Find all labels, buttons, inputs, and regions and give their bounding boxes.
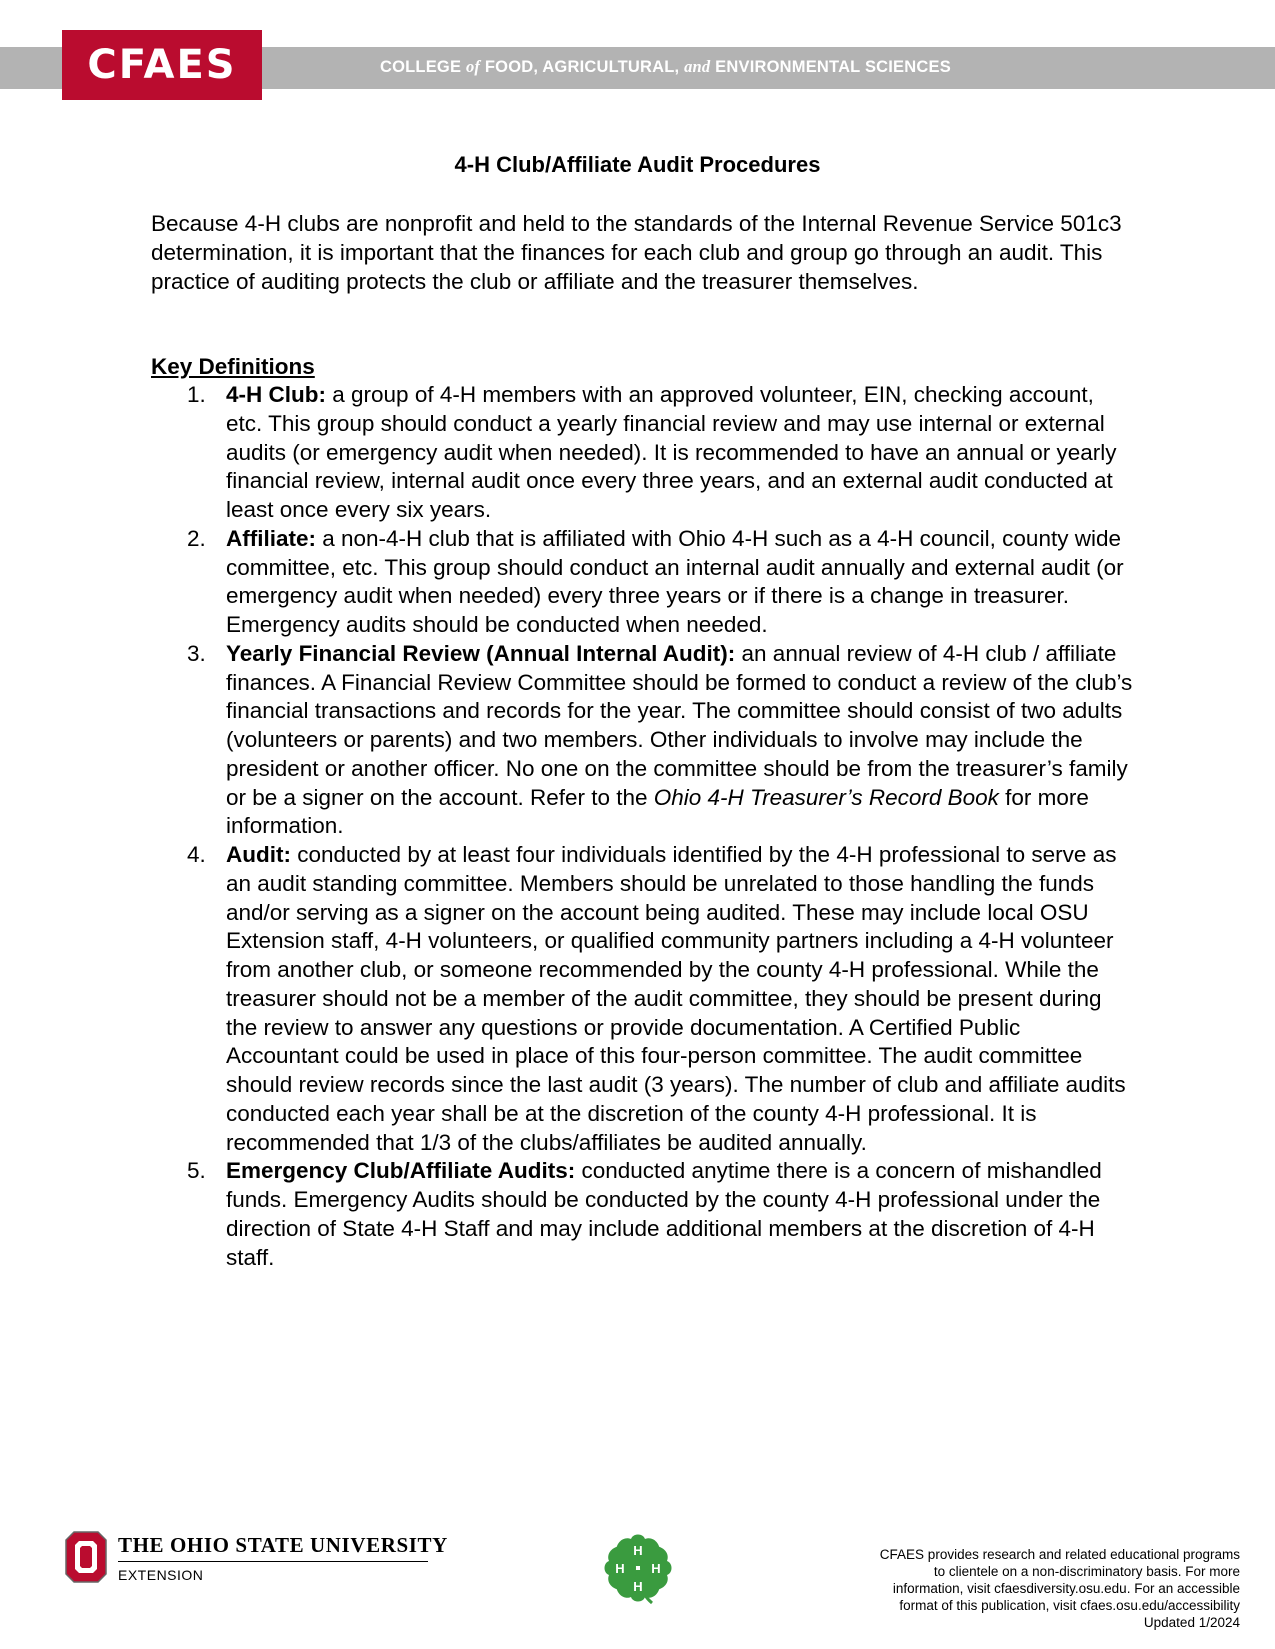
disclaimer-line: to clientele on a non-discriminatory basis. For more [933, 1564, 1240, 1579]
definition-term: Emergency Club/Affiliate Audits: [226, 1158, 576, 1184]
cfaes-logo-text: CFAES [87, 42, 237, 88]
osu-block-o-icon [64, 1530, 108, 1584]
definition-item-affiliate [151, 525, 1136, 640]
list-number: 2. [187, 525, 206, 551]
definition-text: conducted by at least four individuals identified by the 4-H professional to serve as an audit standing committee. Members should be unrelated to those handling the funds and/or serving as a signer on the account being audited. These may include local OSU Extension staff, 4-H volunteers, or qualified community partners including a 4-H volunteer from another club, or someone recommended by the county 4-H professional. While the treasurer should not be a member of the audit committee, they should be present during the review to answer any questions or provide documentation. A Certified Public Accountant could be used in place of this four-person committee. The audit committee should review records since the last audit (3 years). The number of club and affiliate audits conducted each year shall be at the discretion of the county 4-H professional. It is recommended that 1/3 of the clubs/affiliates be audited annually. [226, 842, 1126, 1155]
definition-term: Audit: [226, 842, 291, 867]
disclaimer [820, 1546, 1240, 1631]
osu-rule [118, 1561, 428, 1562]
4h-clover-icon [598, 1528, 678, 1608]
clover-letter: H [633, 1579, 643, 1594]
definition-text-after: for more information. [226, 784, 1089, 839]
definition-item-4h-club [151, 381, 1136, 525]
disclaimer-line: CFAES provides research and related educational programs [879, 1547, 1240, 1562]
osu-extension-label: EXTENSION [118, 1567, 204, 1583]
definition-item-audit [151, 841, 1136, 1157]
college-name: COLLEGE of FOOD, AGRICULTURAL, and ENVIRONMENTAL SCIENCES [380, 57, 951, 76]
clover-letter: H [651, 1561, 661, 1576]
cfaes-logo [62, 30, 262, 100]
definition-item-yearly-review [151, 640, 1136, 841]
list-number: 1. [187, 382, 206, 407]
definition-item-emergency-audits [151, 1157, 1136, 1272]
clover-letter: H [633, 1543, 643, 1558]
definition-text: an annual review of 4-H club / affiliate finances. A Financial Review Committee should be formed to conduct a review of the club’s financial transactions and records for the year. The committee should consist of two adults (volunteers or parents) and two members. Other individuals to involve may include the president or another officer. No one on the committee should be from the treasurer’s family or be a signer on the account. Refer to the [226, 640, 1133, 810]
intro-paragraph: Because 4-H clubs are nonprofit and held to the standards of the Internal Revenue Service 501c3 determination, it is important that the finances for each club and group go through an audit. This practice of auditing protects the club or affiliate and the treasurer themselves. [151, 211, 1122, 294]
definitions-list [151, 381, 1136, 1272]
disclaimer-line: information, visit cfaesdiversity.osu.edu. For an accessible [892, 1581, 1240, 1596]
definition-term: 4-H Club: [226, 382, 326, 407]
clover-letter: H [615, 1561, 625, 1576]
section-heading: Key Definitions [151, 354, 315, 379]
definition-text: conducted anytime there is a concern of mishandled funds. Emergency Audits should be conducted by the county 4-H professional under the direction of State 4-H Staff and may include additional members at the discretion of 4-H staff. [226, 1158, 1102, 1270]
definition-text: a group of 4-H members with an approved volunteer, EIN, checking account, etc. This group should conduct a yearly financial review and may use internal or external audits (or emergency audit when needed). It is recommended to have an annual or yearly financial review, internal audit once every three years, and an external audit conducted at least once every six years. [226, 382, 1117, 522]
list-number: 5. [187, 1158, 206, 1184]
definition-term: Yearly Financial Review (Annual Internal Audit): [226, 640, 736, 666]
updated-date: Updated 1/2024 [1143, 1615, 1240, 1630]
disclaimer-line: format of this publication, visit cfaes.osu.edu/accessibility [899, 1598, 1240, 1613]
definition-text: a non-4-H club that is affiliated with Ohio 4-H such as a 4-H council, county wide committee, etc. This group should conduct an internal audit annually and external audit (or emergency audit when needed) every three years or if there is a change in treasurer. Emergency audits should be conducted when needed. [226, 525, 1124, 637]
list-number: 3. [187, 640, 206, 666]
list-number: 4. [187, 842, 206, 867]
definition-term: Affiliate: [226, 525, 316, 551]
record-book-title: Ohio 4-H Treasurer’s Record Book [653, 784, 999, 810]
osu-name: THE OHIO STATE UNIVERSITY [118, 1533, 448, 1557]
document-title: 4-H Club/Affiliate Audit Procedures [454, 152, 821, 177]
